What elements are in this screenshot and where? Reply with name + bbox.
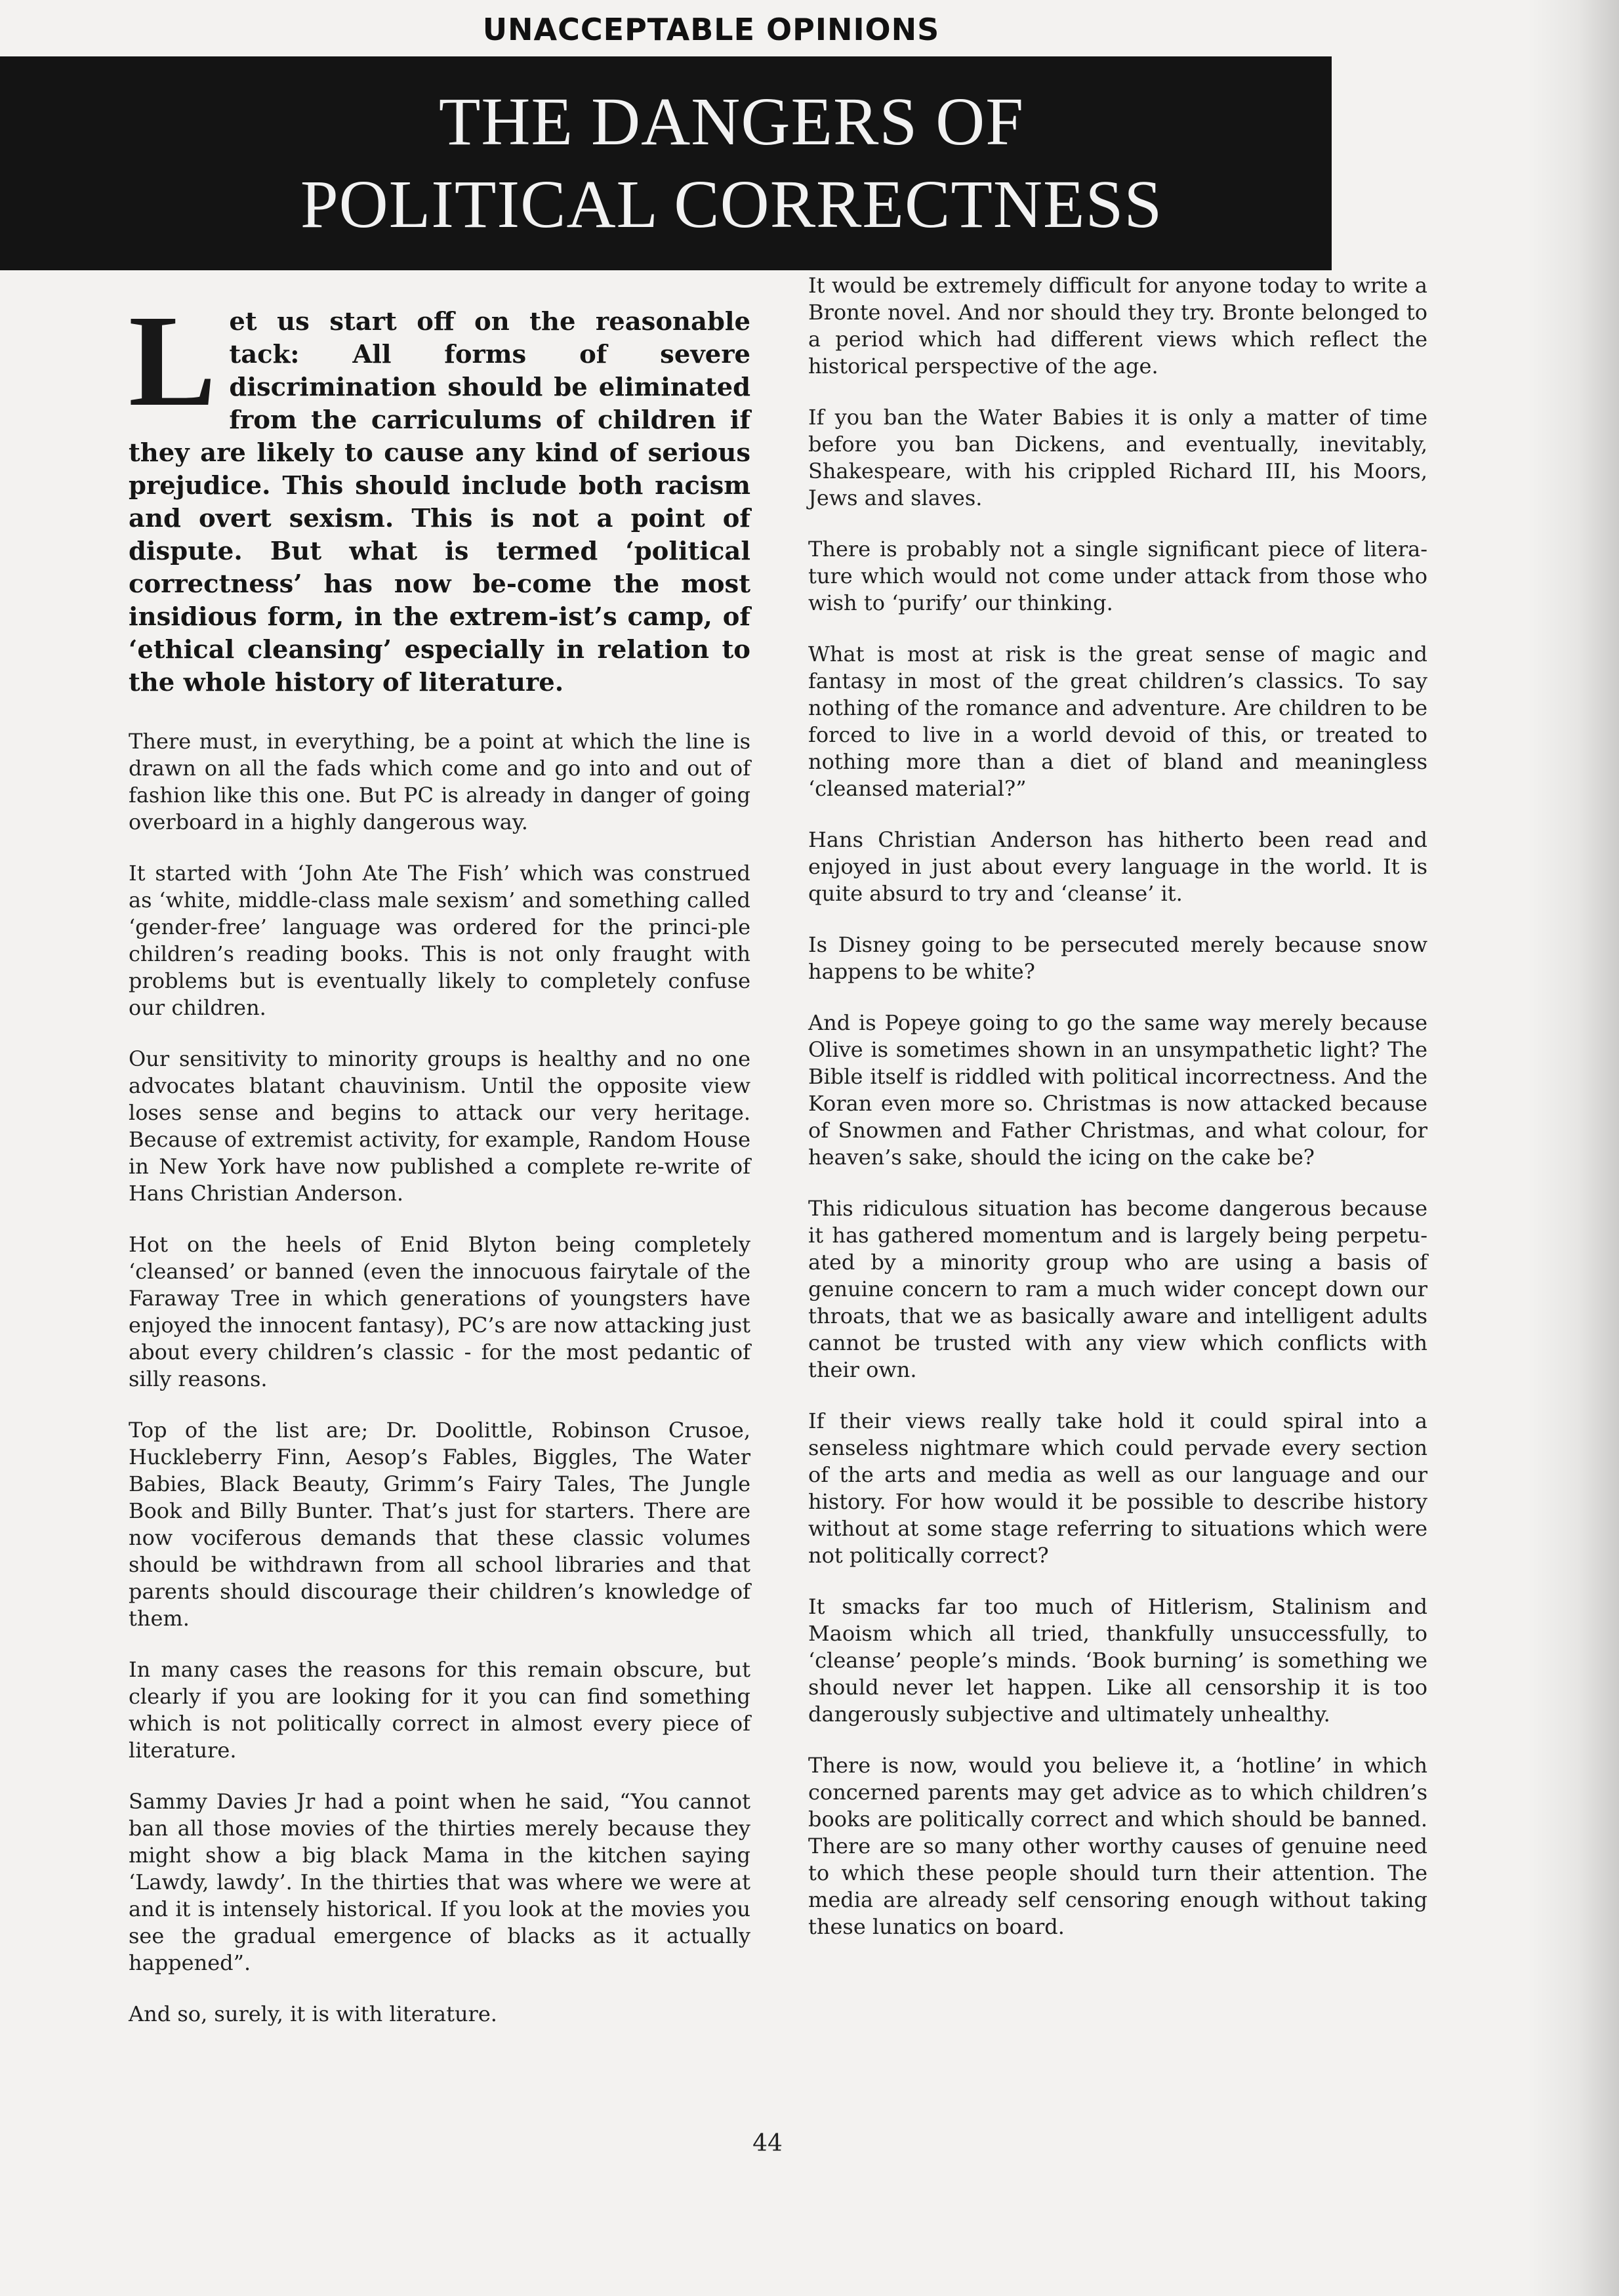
lead-text: et us start off on the reasonable tack: All forms of severe discrimination should be eliminated from the carriculums of children if they are likely to cause any kind of serious prejudice. This should include both racism and overt sexism. This is not a point of dispute. But what is termed ‘political correctness’ has now be-come the most insidious form, in the extrem-ist’s camp, of ‘ethical cleansing’ especially in relation to the whole history of literature.: [129, 307, 750, 697]
body-paragraph: Hans Christian Anderson has hitherto been read and enjoyed in just about every language in the world. It is quite absurd to try and ‘cleanse’ it.: [808, 827, 1427, 906]
body-paragraph: It started with ‘John Ate The Fish’ which was construed as ‘white, middle-class male sexism’ and something called ‘gender-free’ language was ordered for the princi-ple children’s reading books. This is not only fraught with problems but is eventually likely to completely confuse our children.: [129, 861, 750, 1020]
left-column: [129, 289, 750, 2052]
body-paragraph: This ridiculous situation has become dangerous because it has gathered momentum and is largely being perpetu-ated by a minority group who are using a basis of genuine concern to ram a much wider concept down our throats, that we as basically aware and intelligent adults cannot be trusted with any view which conflicts with their own.: [808, 1196, 1427, 1382]
section-label: UNACCEPTABLE OPINIONS: [482, 12, 940, 47]
body-paragraph: And so, surely, it is with literature.: [129, 2001, 497, 2026]
body-paragraph: There is probably not a single significant piece of litera-ture which would not come under attack from those who wish to ‘purify’ our thinking.: [808, 537, 1427, 615]
body-paragraph: It smacks far too much of Hitlerism, Stalinism and Maoism which all tried, thankfully unsuccessfully, to ‘cleanse’ people’s minds. ‘Book burning’ is something we should never let happen. Like all censorship it is too dangerously subjective and ultimately unhealthy.: [808, 1594, 1427, 1727]
body-paragraph: And is Popeye going to go the same way merely because Olive is sometimes shown in an unsympathetic light? The Bible itself is riddled with political incorrectness. And the Koran even more so. Christmas is now attacked because of Snowmen and Father Christmas, and what colour, for heaven’s sake, should the icing on the cake be?: [808, 1010, 1427, 1170]
body-paragraph: Is Disney going to be persecuted merely because snow happens to be white?: [808, 932, 1427, 984]
drop-cap: L: [129, 289, 216, 434]
right-column: [808, 272, 1427, 1965]
page-edge-shadow: [1527, 0, 1619, 2296]
page-number: 44: [752, 2130, 783, 2157]
body-paragraph: Our sensitivity to minority groups is healthy and no one advocates blatant chauvinism. Until the opposite view loses sense and begins to attack our very heritage. Because of extremist activity, for example, Random House in New York have now published a complete re-write of Hans Christian Anderson.: [129, 1046, 750, 1206]
body-paragraph: Sammy Davies Jr had a point when he said, “You cannot ban all those movies of the thirties merely because they might show a big black Mama in the kitchen saying ‘Lawdy, lawdy’. In the thirties that was where we were at and it is intensely historical. If you look at the movies you see the gradual emergence of blacks as it actually happened”.: [129, 1789, 750, 1975]
body-paragraph: There is now, would you believe it, a ‘hotline’ in which concerned parents may get advice as to which children’s books are politically correct and which should be banned. There are so many other worthy causes of genuine need to which these people should turn their attention. The media are already self censoring enough without taking these lunatics on board.: [808, 1753, 1427, 1939]
body-paragraph: If you ban the Water Babies it is only a matter of time before you ban Dickens, and eventually, inevitably, Shakespeare, with his crippled Richard III, his Moors, Jews and slaves.: [808, 405, 1427, 510]
title-line-2: POLITICAL CORRECTNESS: [300, 167, 1163, 242]
body-paragraph: Hot on the heels of Enid Blyton being completely ‘cleansed’ or banned (even the innocuous fairytale of the Faraway Tree in which generations of youngsters have enjoyed the innocent fantasy), PC’s are now attacking just about every children’s classic - for the most pedantic of silly reasons.: [129, 1232, 750, 1391]
body-paragraph: It would be extremely difficult for anyone today to write a Bronte novel. And nor should they try. Bronte belonged to a period which had different views which reflect the historical perspective of the age.: [808, 273, 1427, 379]
body-paragraph: Top of the list are; Dr. Doolittle, Robinson Crusoe, Huckleberry Finn, Aesop’s Fables, Biggles, The Water Babies, Black Beauty, Grimm’s Fairy Tales, The Jungle Book and Billy Bunter. That’s just for starters. There are now vociferous demands that these classic volumes should be withdrawn from all school libraries and that parents should discourage their children’s knowledge of them.: [129, 1418, 750, 1631]
body-paragraph: There must, in everything, be a point at which the line is drawn on all the fads which come and go into and out of fashion like this one. But PC is already in danger of going overboard in a highly dangerous way.: [129, 729, 750, 834]
lead-paragraph: [129, 289, 750, 699]
title-banner: [0, 56, 1332, 270]
body-paragraph: What is most at risk is the great sense of magic and fantasy in most of the great children’s classics. To say nothing of the romance and adventure. Are children to be forced to live in a world devoid of this, or treated to nothing more than a diet of bland and meaningless ‘cleansed material?”: [808, 642, 1427, 801]
body-paragraph: If their views really take hold it could spiral into a senseless nightmare which could pervade every section of the arts and media as well as our language and our history. For how would it be possible to describe history without at some stage referring to situations which were not politically correct?: [808, 1408, 1427, 1568]
body-paragraph: In many cases the reasons for this remain obscure, but clearly if you are looking for it you can find something which is not politically correct in almost every piece of literature.: [129, 1657, 750, 1763]
title-line-1: THE DANGERS OF: [438, 84, 1025, 159]
